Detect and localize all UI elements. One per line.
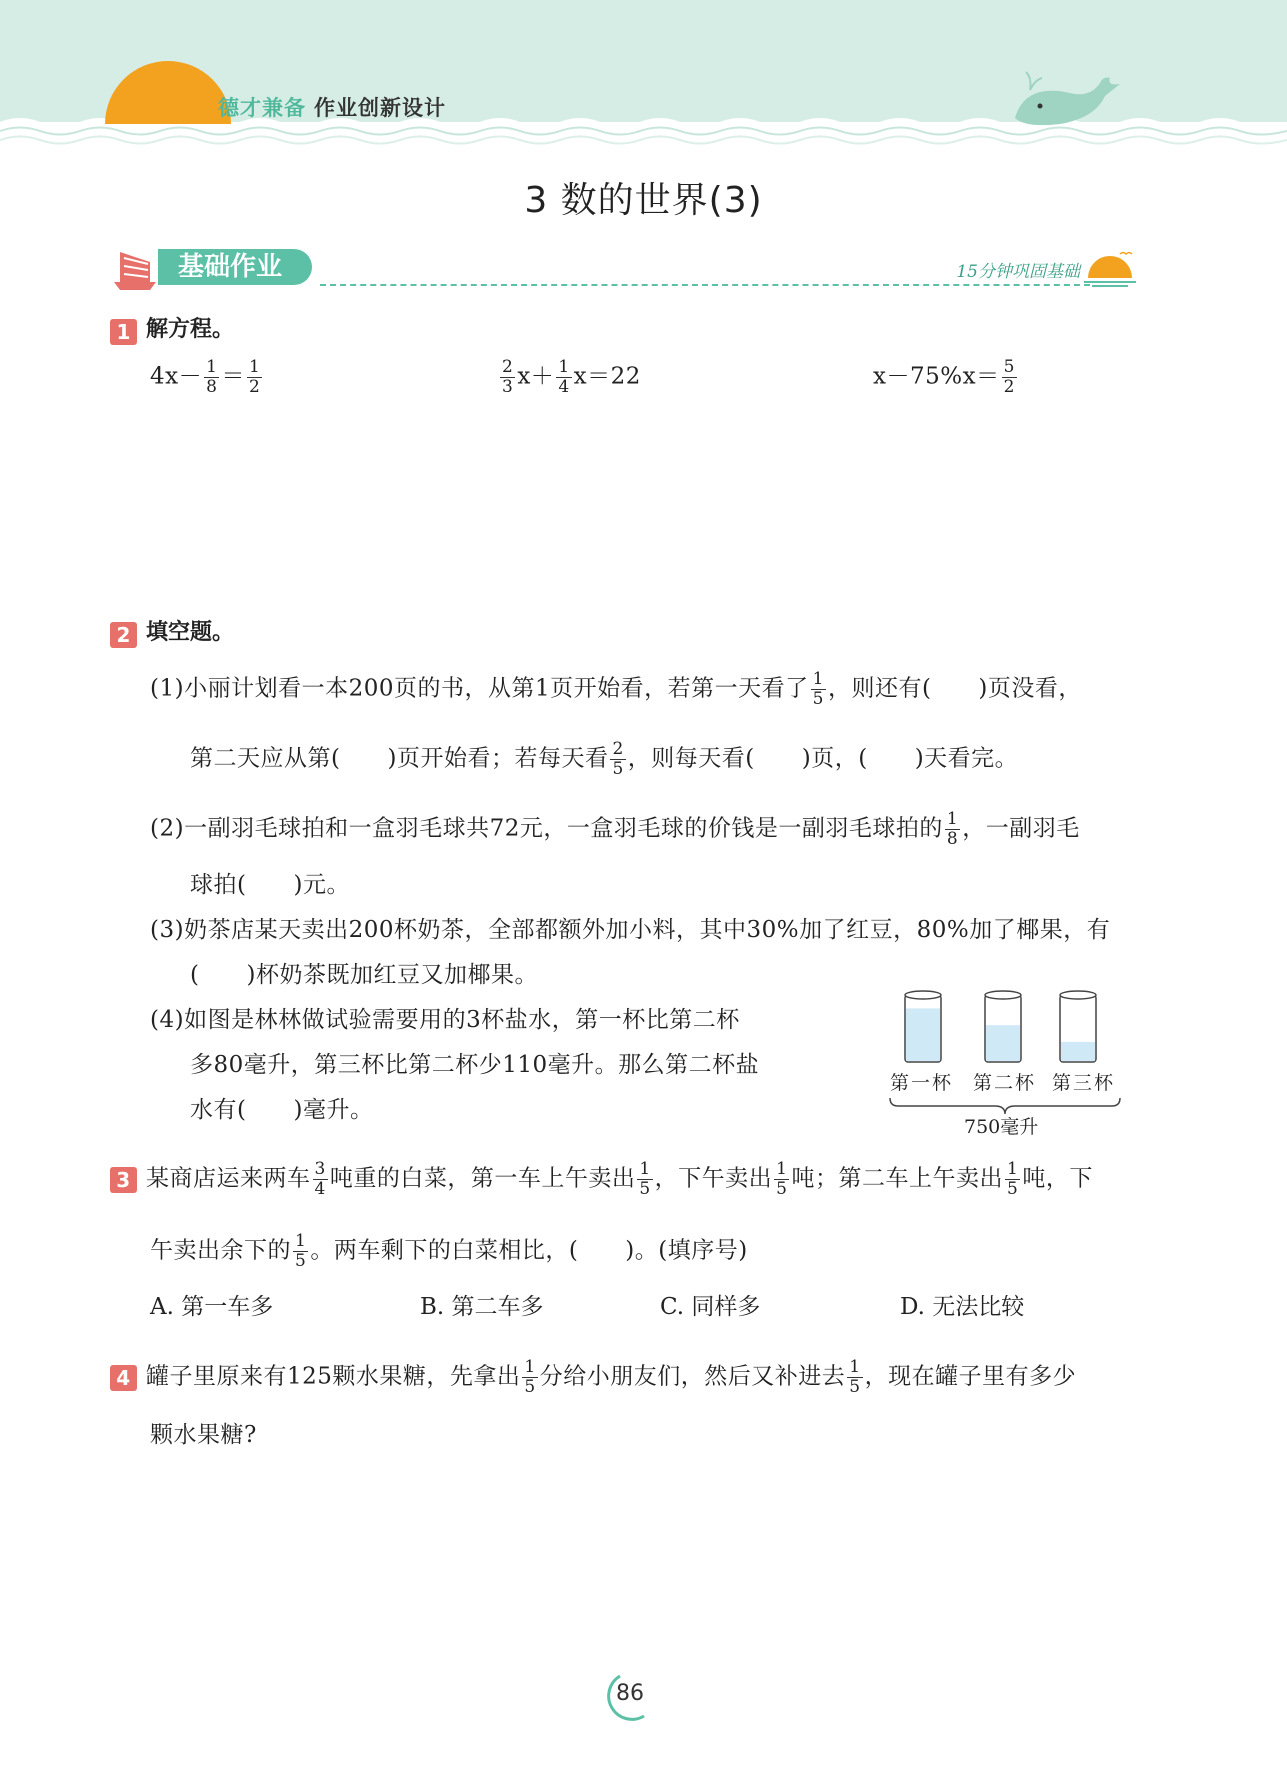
water-level xyxy=(986,1025,1020,1061)
section-label: 基础作业 xyxy=(158,249,312,285)
beaker-rim xyxy=(905,991,941,999)
q2-part1-line1: (1)小丽计划看一本200页的书，从第1页开始看，若第一天看了 $\frac{1}{5}$ ，则还有( )页没看， xyxy=(150,669,1082,709)
fraction: $\frac{1}{5}$ xyxy=(295,1231,307,1271)
q2-part2-line1: (2)一副羽毛球拍和一盒羽毛球共72元，一盒羽毛球的价钱是一副羽毛球拍的 $\frac{1}{8}$ ，一副羽毛 xyxy=(150,809,1080,849)
q2-part4-line3: 水有( )毫升。 xyxy=(190,1097,374,1123)
section-divider xyxy=(320,284,1090,286)
beaker-rim xyxy=(1060,991,1096,999)
fraction: $\frac{5}{2}$ xyxy=(1003,357,1015,397)
equation-1 xyxy=(150,358,264,397)
fraction: $\frac{1}{5}$ xyxy=(812,669,824,709)
page-number xyxy=(598,1672,658,1722)
fraction: $\frac{1}{5}$ xyxy=(639,1159,651,1199)
question-2-heading xyxy=(110,615,234,648)
beaker-figure xyxy=(880,990,1130,1140)
brand-main: 德才兼备 xyxy=(218,96,306,120)
brand-sub: 作业创新设计 xyxy=(314,96,446,120)
q2-part3-line2: ( )杯奶茶既加红豆又加椰果。 xyxy=(190,962,538,988)
question-number: 2 xyxy=(110,622,137,648)
q2-part2-line2: 球拍( )元。 xyxy=(190,872,350,898)
total-label: 750毫升 xyxy=(964,1116,1039,1138)
question-4-line1: 4 罐子里原来有125颗水果糖，先拿出 $\frac{1}{5}$ 分给小朋友们，然后又补进去 $\frac{1}{5}$ ，现在罐子里有多少 xyxy=(110,1358,1076,1397)
water-level xyxy=(906,1008,940,1061)
equation-text: x－75%x＝ xyxy=(873,363,1000,390)
water-level xyxy=(1061,1042,1095,1061)
equation-text: ＝ xyxy=(221,363,245,390)
fraction: $\frac{1}{5}$ xyxy=(849,1357,861,1397)
fraction: $\frac{1}{2}$ xyxy=(248,357,261,397)
q2-part4-line2: 多80毫升，第三杯比第二杯少110毫升。那么第二杯盐 xyxy=(190,1052,760,1078)
cup-label-1: 第一杯 xyxy=(890,1072,954,1094)
option-a[interactable]: A. 第一车多 xyxy=(150,1294,274,1320)
fraction: $\frac{1}{5}$ xyxy=(1006,1159,1019,1199)
fraction: $\frac{1}{8}$ xyxy=(206,357,218,397)
cup-label-3: 第三杯 xyxy=(1052,1072,1116,1094)
cup-label-2: 第二杯 xyxy=(973,1072,1037,1094)
header-banner xyxy=(0,0,1287,150)
question-title: 解方程。 xyxy=(146,317,235,342)
section-tip: 15分钟巩固基础 xyxy=(956,262,1080,282)
question-title: 填空题。 xyxy=(146,620,235,645)
section-header xyxy=(110,242,1150,292)
option-b[interactable]: B. 第二车多 xyxy=(420,1294,544,1320)
fraction: $\frac{2}{5}$ xyxy=(612,739,624,779)
fraction: $\frac{1}{4}$ xyxy=(558,357,570,397)
sailboat-icon xyxy=(110,242,160,292)
fraction: $\frac{3}{4}$ xyxy=(314,1159,326,1199)
fraction: $\frac{1}{5}$ xyxy=(776,1159,788,1199)
fraction: $\frac{1}{8}$ xyxy=(946,809,959,849)
question-number: 3 xyxy=(110,1167,137,1193)
equation-text: 4x－ xyxy=(150,363,203,390)
q2-part3-line1: (3)奶茶店某天卖出200杯奶茶，全部都额外加小料，其中30%加了红豆，80%加了椰果，有 xyxy=(150,917,1111,943)
small-sun-icon xyxy=(1080,250,1140,290)
question-number: 4 xyxy=(110,1365,137,1391)
question-number: 1 xyxy=(110,319,137,345)
fraction: $\frac{1}{5}$ xyxy=(524,1357,536,1397)
question-3-line2: 午卖出余下的 $\frac{1}{5}$ 。两车剩下的白菜相比，( )。(填序号) xyxy=(150,1231,748,1271)
brand xyxy=(218,92,446,122)
option-d[interactable]: D. 无法比较 xyxy=(900,1294,1025,1320)
equation-3 xyxy=(873,358,1019,397)
equation-text: x＋ xyxy=(517,363,555,390)
option-c[interactable]: C. 同样多 xyxy=(660,1294,761,1320)
equation-2 xyxy=(498,358,641,397)
equation-text: x＝22 xyxy=(573,363,641,390)
page-number-text: 86 xyxy=(616,1681,644,1706)
question-3-line1: 3 某商店运来两车 $\frac{3}{4}$ 吨重的白菜，第一车上午卖出 $\frac{1}{5}$ ，下午卖出 $\frac{1}{5}$ 吨；第二车上午卖出 $\frac{1}{5}$ 吨，下 xyxy=(110,1160,1093,1199)
q2-part4-line1: (4)如图是林林做试验需要用的3杯盐水，第一杯比第二杯 xyxy=(150,1007,740,1033)
fraction: $\frac{2}{3}$ xyxy=(502,357,514,397)
question-1-heading xyxy=(110,312,234,345)
q2-part1-line2: 第二天应从第( )页开始看；若每天看 $\frac{2}{5}$ ，则每天看( )页，( )天看完。 xyxy=(190,739,1019,779)
question-4-line2: 颗水果糖? xyxy=(150,1422,257,1448)
beaker-rim xyxy=(985,991,1021,999)
page-title: 3 数的世界(3) xyxy=(524,180,763,221)
